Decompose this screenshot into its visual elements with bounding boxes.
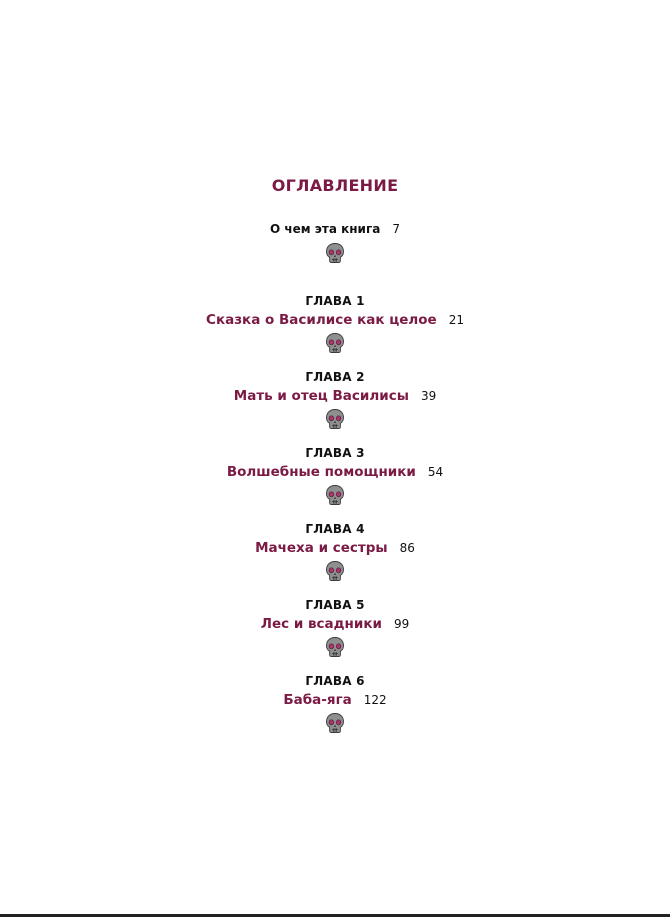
toc-entry-line: [0, 309, 670, 328]
toc-entry-title: О чем эта книга: [270, 222, 381, 236]
toc-entry-chapter-4[interactable]: [0, 522, 670, 598]
skull-icon: [324, 242, 346, 264]
toc-entry-page: 86: [399, 541, 415, 555]
skull-icon: [324, 332, 346, 354]
chapter-label: ГЛАВА 2: [305, 370, 365, 384]
toc-entry-line: [0, 537, 670, 556]
toc-title: ОГЛАВЛЕНИЕ: [271, 176, 399, 195]
toc-entry-chapter-3[interactable]: [0, 446, 670, 522]
toc-entry-line: [0, 385, 670, 404]
skull-icon: [324, 560, 346, 582]
toc-list: [0, 218, 670, 750]
toc-entry-page: 54: [427, 465, 444, 479]
toc-entry-line: [0, 689, 670, 708]
toc-entry-chapter-2[interactable]: [0, 370, 670, 446]
chapter-label: ГЛАВА 3: [305, 446, 365, 460]
toc-entry-line: [0, 218, 670, 237]
toc-entry-page: 99: [393, 617, 410, 631]
skull-icon: [324, 484, 346, 506]
toc-entry-title: Волшебные помощники: [226, 464, 416, 480]
toc-entry-page: 39: [420, 389, 437, 403]
toc-entry-chapter-1[interactable]: [0, 294, 670, 370]
toc-entry-title: Лес и всадники: [260, 616, 382, 632]
skull-icon: [324, 636, 346, 658]
chapter-label: ГЛАВА 6: [305, 674, 365, 688]
skull-icon: [324, 408, 346, 430]
toc-entry-title: Баба-яга: [283, 692, 352, 708]
toc-entry-title: Сказка о Василисе как целое: [206, 312, 437, 328]
toc-entry-chapter-6[interactable]: [0, 674, 670, 750]
chapter-label: ГЛАВА 4: [305, 522, 365, 536]
toc-entry-intro[interactable]: [0, 218, 670, 294]
toc-entry-line: [0, 613, 670, 632]
toc-entry-title: Мать и отец Василисы: [233, 388, 409, 404]
toc-entry-page: 122: [363, 693, 387, 707]
toc-entry-title: Мачеха и сестры: [255, 540, 388, 556]
toc-entry-line: [0, 461, 670, 480]
chapter-label: ГЛАВА 5: [305, 598, 365, 612]
toc-entry-chapter-5[interactable]: [0, 598, 670, 674]
toc-entry-page: 7: [392, 222, 400, 236]
chapter-label: ГЛАВА 1: [305, 294, 365, 308]
skull-icon: [324, 712, 346, 734]
toc-entry-page: 21: [448, 313, 464, 327]
